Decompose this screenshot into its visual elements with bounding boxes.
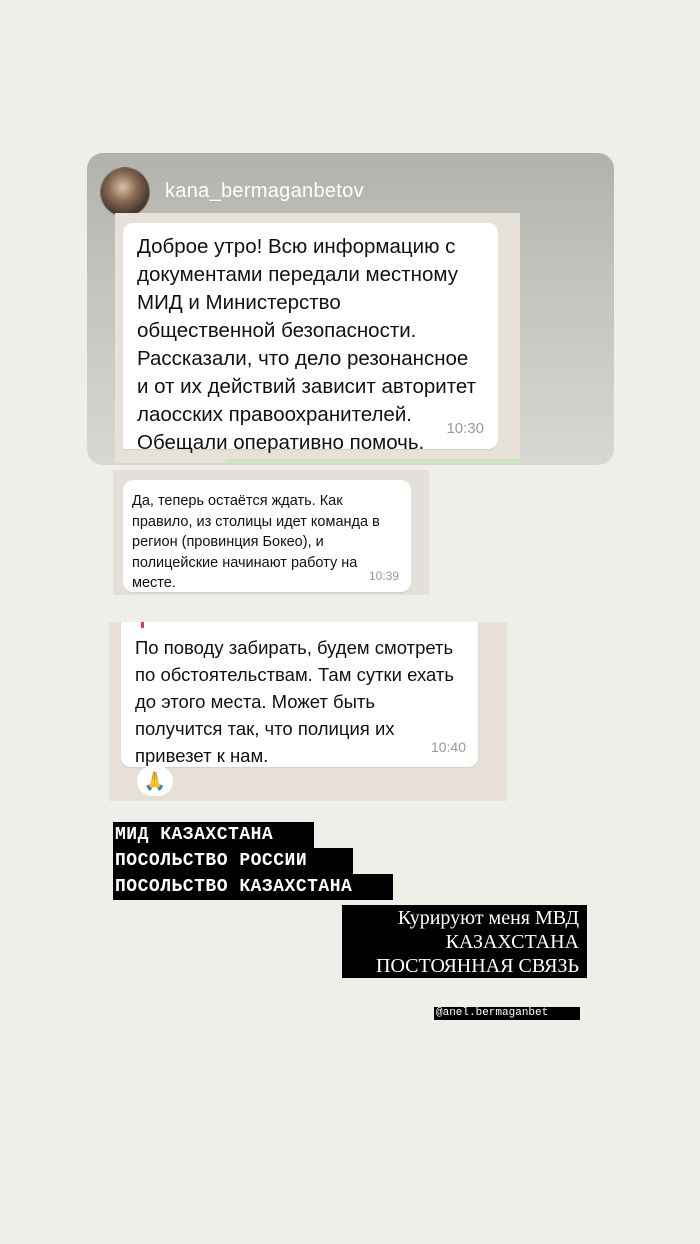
- chat-screenshot: [113, 470, 429, 595]
- unread-marker: [141, 622, 144, 628]
- message-text: Доброе утро! Всю информацию с документами передали местному МИД и Министерство общественной безопасности. Рассказали, что дело резонансное и от их действий зависит авторитет лаосских правоохранителей. Обещали оперативно помочь.: [137, 235, 476, 454]
- divider-line: [225, 459, 521, 463]
- message-bubble: [123, 480, 411, 592]
- message-time: 10:30: [446, 420, 484, 437]
- highlight-labels: [113, 822, 393, 900]
- mention-tag[interactable]: @anel.bermaganbet: [434, 1007, 580, 1020]
- message-time: 10:39: [368, 568, 399, 583]
- caption-box: [342, 905, 587, 978]
- avatar[interactable]: [100, 167, 150, 217]
- caption-line: КАЗАХСТАНА: [445, 931, 579, 953]
- message-bubble: [123, 223, 498, 454]
- repost-username[interactable]: kana_bermaganbetov: [165, 180, 364, 202]
- message-time: 10:40: [430, 739, 466, 755]
- pray-reaction-icon: 🙏: [137, 766, 173, 796]
- label-mid-kazakhstan: МИД КАЗАХСТАНА: [113, 822, 314, 848]
- label-embassy-russia: ПОСОЛЬСТВО РОССИИ: [113, 848, 353, 874]
- caption-line: ПОСТОЯННАЯ СВЯЗЬ: [376, 955, 579, 977]
- chat-screenshot: [109, 622, 507, 801]
- message-text: По поводу забирать, будем смотреть по обстоятельствам. Там сутки ехать до этого места. Может быть получится так, что полиция их привезет к нам.: [135, 637, 455, 766]
- message-bubble: [121, 622, 478, 767]
- repost-card[interactable]: [87, 153, 614, 465]
- message-text: Да, теперь остаётся ждать. Как правило, из столицы идет команда в регион (провинция Бокео), и полицейские начинают работу на месте.: [132, 493, 380, 591]
- caption-line: Курируют меня МВД: [397, 907, 579, 929]
- label-embassy-kazakhstan: ПОСОЛЬСТВО КАЗАХСТАНА: [113, 874, 393, 900]
